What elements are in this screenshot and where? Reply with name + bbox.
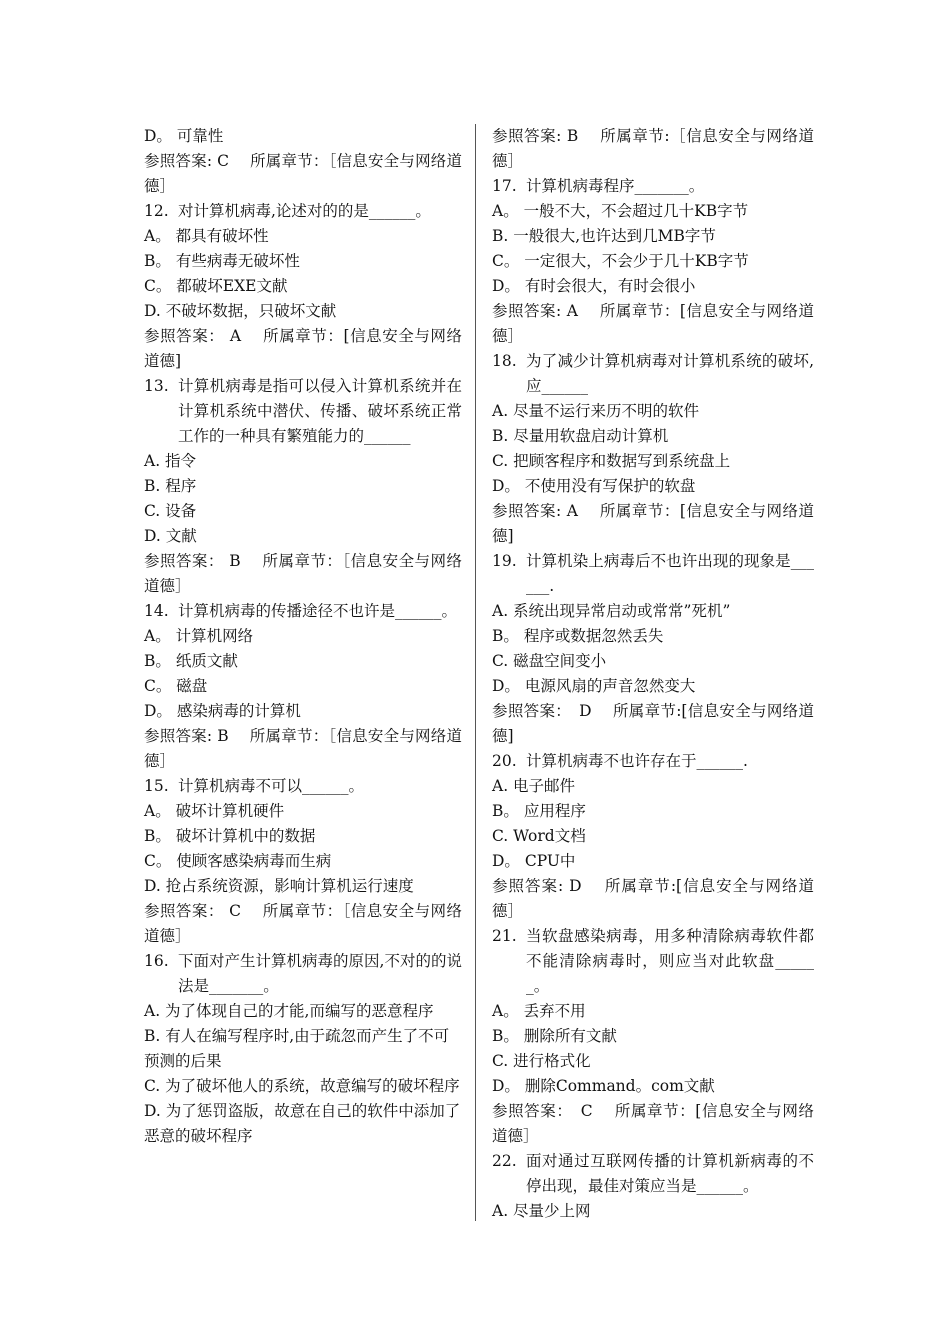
question-number: 22. — [492, 1152, 517, 1170]
question-number: 16. — [144, 952, 169, 970]
answer-option: B。 纸质文献 — [144, 652, 238, 670]
answer-reference: 参照答案： D 所属章节:[信息安全与网络道德] — [492, 702, 814, 745]
answer-option: B. 尽量用软盘启动计算机 — [492, 427, 669, 445]
answer-reference: 参照答案: D 所属章节:[信息安全与网络道德］ — [492, 877, 814, 920]
answer-option: A. 尽量不运行来历不明的软件 — [492, 402, 700, 420]
question-text: 面对通过互联网传播的计算机新病毒的不停出现，最佳对策应当是______。 — [526, 1152, 814, 1195]
answer-reference: 参照答案: B 所属章节:［信息安全与网络道德］ — [492, 127, 814, 170]
question-text: 下面对产生计算机病毒的原因,不对的的说法是_______。 — [178, 952, 462, 995]
answer-option: C. Word文档 — [492, 827, 586, 845]
question-number: 12. — [144, 202, 169, 220]
question-stem — [144, 949, 462, 999]
answer-option: C. 磁盘空间变小 — [492, 652, 607, 670]
answer-option: A。 破坏计算机硬件 — [144, 802, 285, 820]
question-text: 当软盘感染病毒，用多种清除病毒软件都不能清除病毒时，则应当对此软盘______。 — [526, 927, 814, 995]
answer-option: B。 有些病毒无破坏性 — [144, 252, 300, 270]
question-number: 14. — [144, 602, 169, 620]
answer-option: B。 应用程序 — [492, 802, 586, 820]
answer-option: A。 一般不大，不会超过几十KB字节 — [492, 202, 749, 220]
answer-option: C。 使顾客感染病毒而生病 — [144, 852, 332, 870]
question-stem — [492, 349, 814, 399]
answer-option: A. 指令 — [144, 452, 197, 470]
question-number: 20. — [492, 752, 517, 770]
answer-option: D. 抢占系统资源，影响计算机运行速度 — [144, 877, 414, 895]
answer-option: D. 不破坏数据，只破坏文献 — [144, 302, 337, 320]
question-number: 19. — [492, 552, 517, 570]
answer-option: D。 CPU中 — [492, 852, 576, 870]
left-column — [144, 124, 462, 1149]
answer-option: C。 一定很大，不会少于几十KB字节 — [492, 252, 749, 270]
question-stem — [144, 374, 462, 449]
question-stem — [144, 599, 462, 624]
question-stem — [492, 749, 814, 774]
answer-option: B. 一般很大,也许达到几MB字节 — [492, 227, 716, 245]
answer-reference: 参照答案： C 所属章节：［信息安全与网络道德］ — [144, 902, 462, 945]
answer-option: A. 为了体现自己的才能,而编写的恶意程序 — [144, 1002, 434, 1020]
question-stem — [144, 774, 462, 799]
answer-option: B. 有人在编写程序时,由于疏忽而产生了不可预测的后果 — [144, 1027, 450, 1070]
answer-option: B。 程序或数据忽然丢失 — [492, 627, 664, 645]
answer-option: D. 为了惩罚盗版，故意在自己的软件中添加了恶意的破坏程序 — [144, 1102, 461, 1145]
answer-option: C。 磁盘 — [144, 677, 208, 695]
answer-option: A。 丢弃不用 — [492, 1002, 586, 1020]
answer-option: D。 不使用没有写保护的软盘 — [492, 477, 696, 495]
answer-option: A. 电子邮件 — [492, 777, 576, 795]
answer-option: C. 为了破坏他人的系统，故意编写的破坏程序 — [144, 1077, 460, 1095]
question-number: 18. — [492, 352, 517, 370]
answer-reference: 参照答案： C 所属章节：[信息安全与网络道德］ — [492, 1102, 814, 1145]
answer-option: D。 感染病毒的计算机 — [144, 702, 301, 720]
answer-option: B。 删除所有文献 — [492, 1027, 617, 1045]
question-text: 对计算机病毒,论述对的的是______。 — [178, 202, 431, 220]
right-column — [492, 124, 814, 1224]
question-text: 计算机病毒的传播途径不也许是______。 — [178, 602, 458, 620]
answer-option: A。 都具有破坏性 — [144, 227, 269, 245]
answer-reference: 参照答案: C 所属章节：［信息安全与网络道德］ — [144, 152, 462, 195]
question-text: 为了减少计算机病毒对计算机系统的破坏,应______ — [526, 352, 814, 395]
answer-option: B。 破坏计算机中的数据 — [144, 827, 316, 845]
question-number: 17. — [492, 177, 517, 195]
answer-option: D。 可靠性 — [144, 127, 224, 145]
answer-option: D. 文献 — [144, 527, 197, 545]
question-text: 计算机病毒程序_______。 — [526, 177, 705, 195]
question-number: 15. — [144, 777, 169, 795]
answer-option: C. 进行格式化 — [492, 1052, 591, 1070]
question-text: 计算机染上病毒后不也许出现的现象是______. — [526, 552, 814, 595]
answer-reference: 参照答案: B 所属章节：［信息安全与网络道德］ — [144, 727, 462, 770]
question-text: 计算机病毒不也许存在于______. — [526, 752, 748, 770]
answer-reference: 参照答案: A 所属章节：[信息安全与网络道德］ — [492, 302, 814, 345]
question-stem — [492, 549, 814, 599]
answer-option: A. 系统出现异常启动或常常”死机” — [492, 602, 731, 620]
question-stem — [492, 924, 814, 999]
answer-option: C。 都破坏EXE文献 — [144, 277, 288, 295]
answer-option: D。 删除Command。com文献 — [492, 1077, 715, 1095]
answer-option: C. 把顾客程序和数据写到系统盘上 — [492, 452, 731, 470]
question-stem — [492, 174, 814, 199]
question-text: 计算机病毒是指可以侵入计算机系统并在计算机系统中潜伏、传播、破坏系统正常工作的一种具有繁殖能力的______ — [178, 377, 462, 445]
answer-option: B. 程序 — [144, 477, 197, 495]
answer-option: A. 尽量少上网 — [492, 1202, 591, 1220]
answer-reference: 参照答案： A 所属章节：[信息安全与网络道德] — [144, 327, 462, 370]
answer-option: D。 有时会很大，有时会很小 — [492, 277, 696, 295]
answer-option: D。 电源风扇的声音忽然变大 — [492, 677, 696, 695]
question-stem — [144, 199, 462, 224]
question-text: 计算机病毒不可以______。 — [178, 777, 365, 795]
column-divider — [475, 124, 476, 1221]
answer-option: A。 计算机网络 — [144, 627, 254, 645]
question-stem — [492, 1149, 814, 1199]
answer-reference: 参照答案： B 所属章节：［信息安全与网络道德］ — [144, 552, 462, 595]
question-number: 21. — [492, 927, 517, 945]
answer-reference: 参照答案: A 所属章节：[信息安全与网络道德] — [492, 502, 814, 545]
answer-option: C. 设备 — [144, 502, 197, 520]
question-number: 13. — [144, 377, 169, 395]
